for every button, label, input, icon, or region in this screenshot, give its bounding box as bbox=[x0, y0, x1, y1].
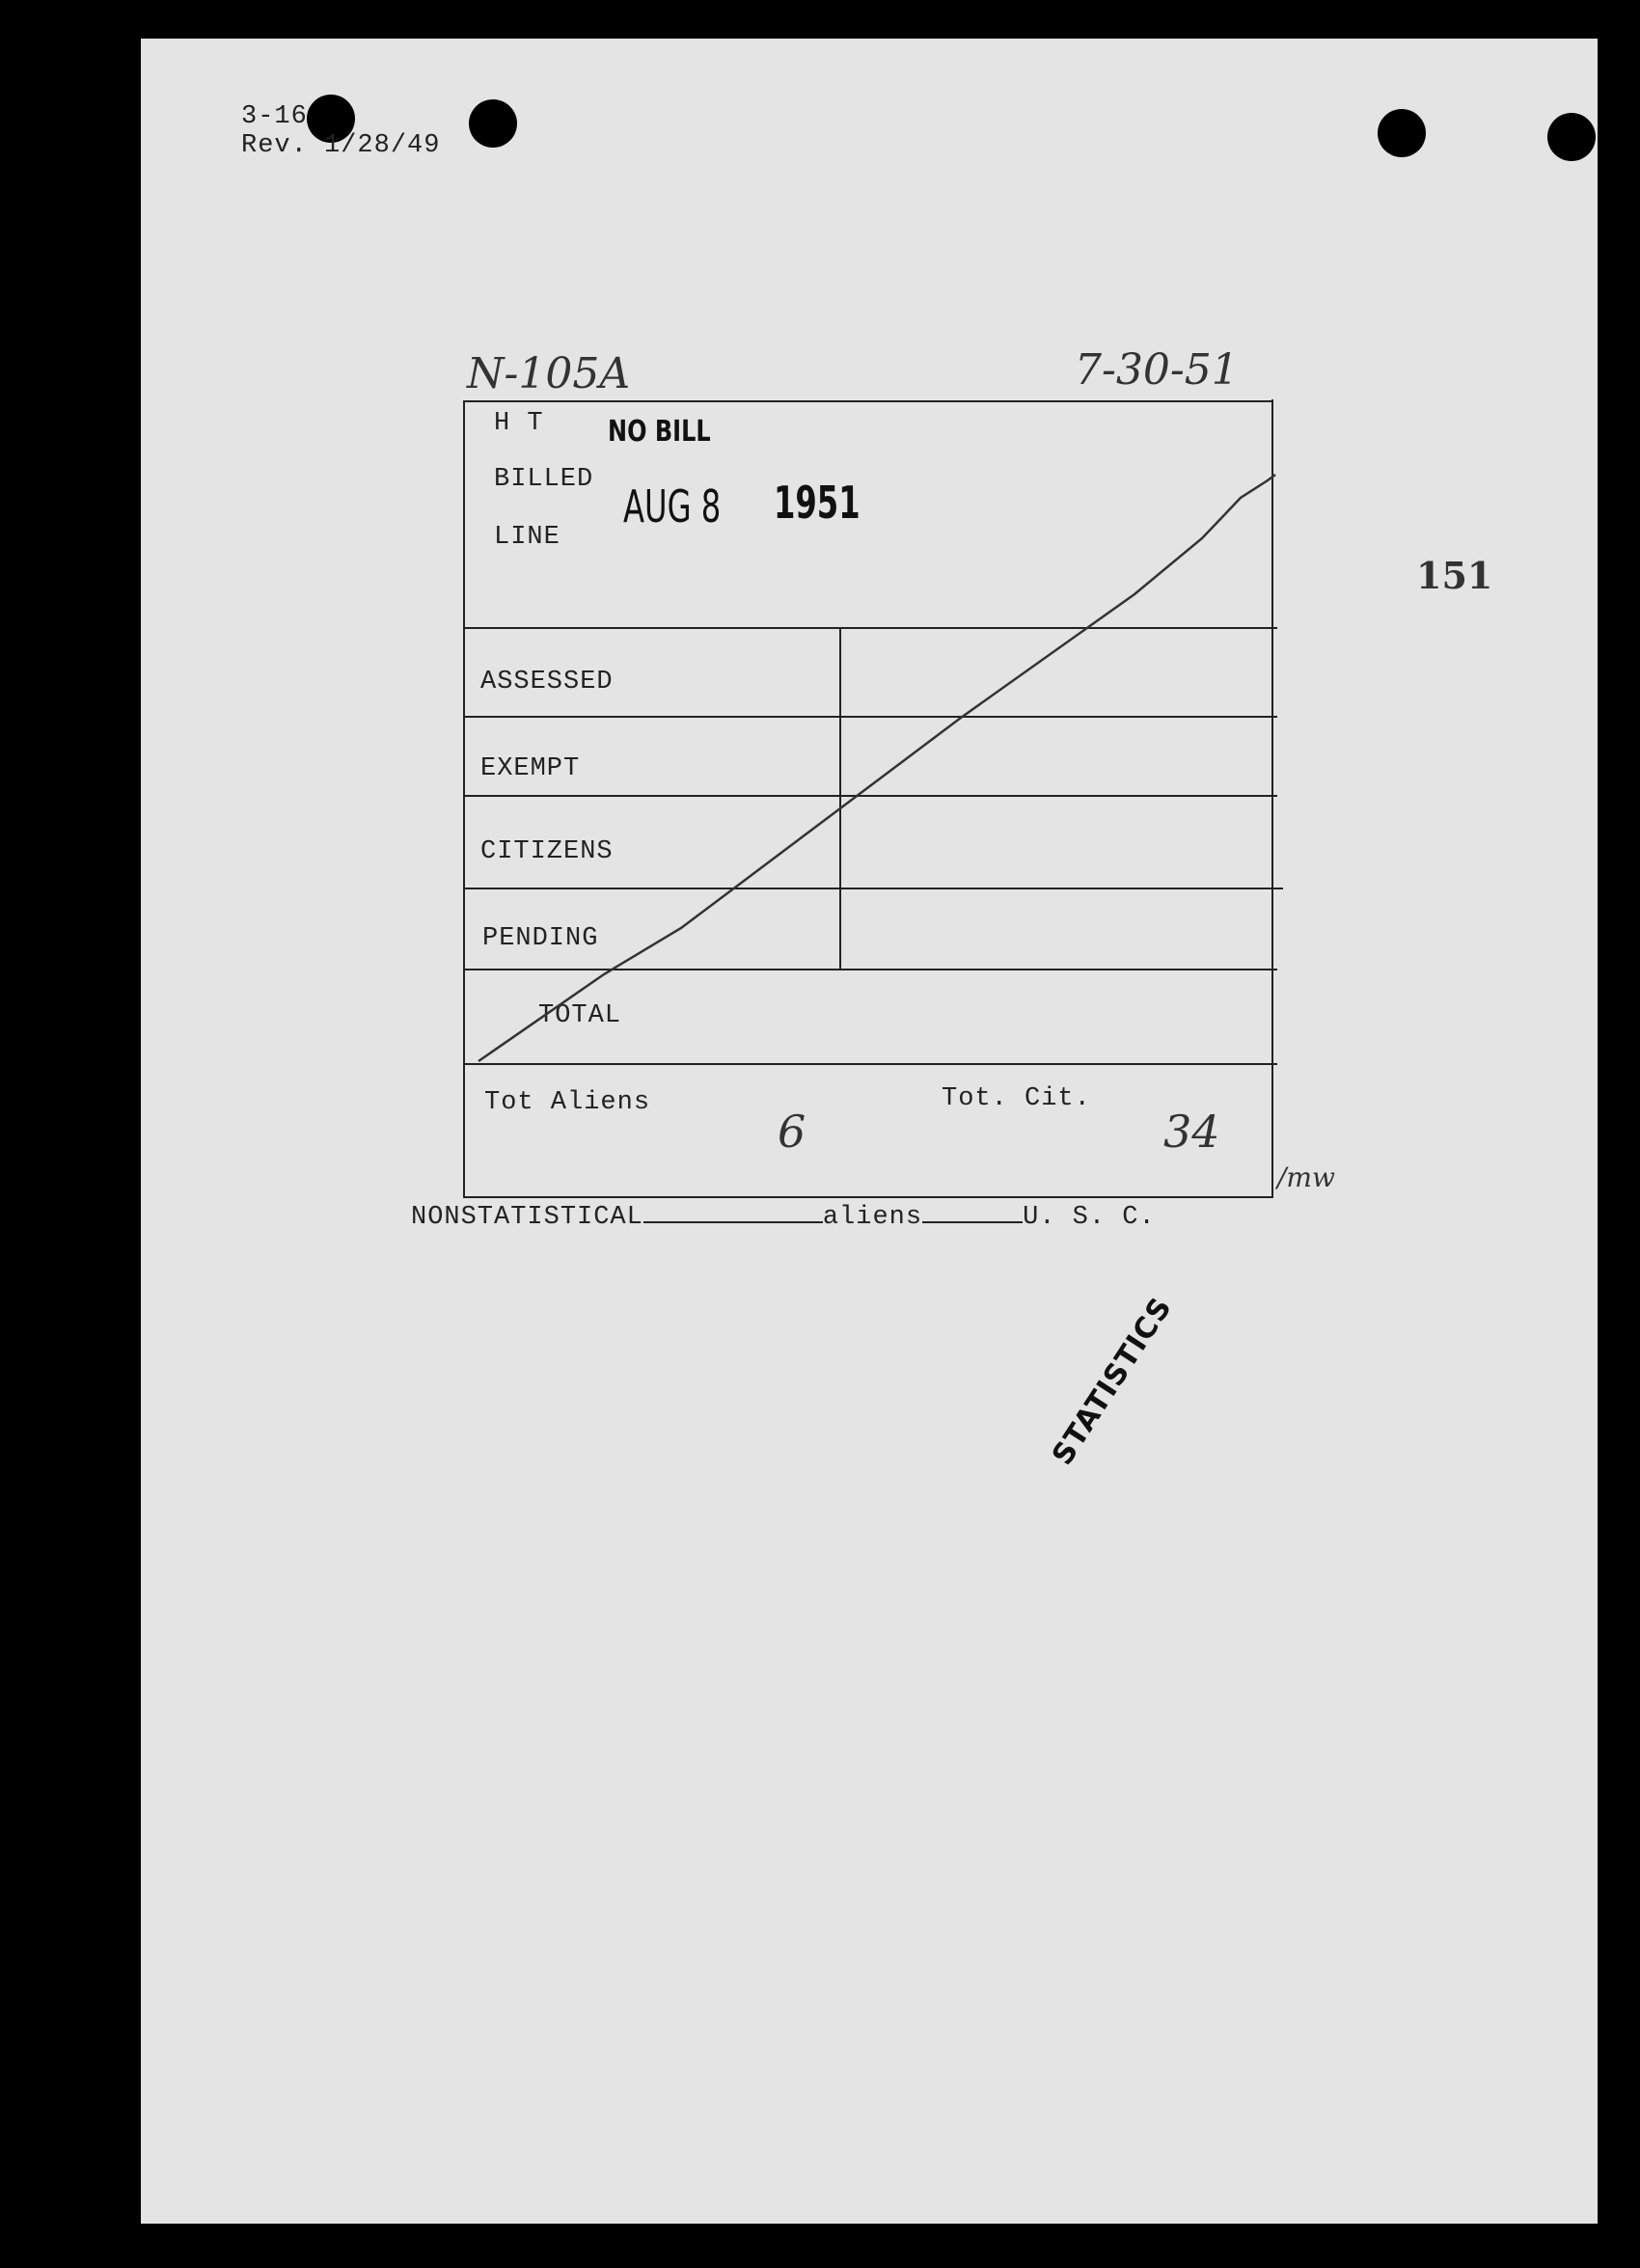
handwritten-date: 7-30-51 bbox=[1075, 345, 1239, 395]
nonstatistical-label: NONSTATISTICAL bbox=[411, 1203, 643, 1232]
tot-cit-label: Tot. Cit. bbox=[942, 1084, 1091, 1113]
row-pending: PENDING bbox=[482, 924, 599, 953]
row-exempt: EXEMPT bbox=[480, 754, 581, 783]
aliens-blank bbox=[922, 1198, 1023, 1223]
document-page bbox=[141, 39, 1598, 2224]
header-line-ht: H T bbox=[494, 409, 544, 438]
initials: /mw bbox=[1277, 1161, 1335, 1193]
row-citizens: CITIZENS bbox=[480, 837, 614, 866]
aliens-label: aliens bbox=[822, 1203, 923, 1232]
form-revision: Rev. 1/28/49 bbox=[241, 131, 441, 160]
stamp-date-month-day: AUG 8 bbox=[623, 480, 722, 533]
nonstatistical-line bbox=[411, 1198, 1156, 1232]
statistics-stamp: STATISTICS bbox=[1046, 1291, 1180, 1472]
diagonal-strike-line bbox=[141, 39, 1598, 2224]
nonstatistical-blank bbox=[643, 1198, 823, 1223]
tot-cit-value: 34 bbox=[1163, 1106, 1220, 1158]
stamp-date-year: 1951 bbox=[774, 477, 861, 529]
page-number: 151 bbox=[1416, 554, 1493, 597]
row-total: TOTAL bbox=[538, 1001, 622, 1030]
no-bill-stamp: NO BILL bbox=[608, 415, 711, 449]
usc-label: U. S. C. bbox=[1023, 1203, 1156, 1232]
tot-aliens-value: 6 bbox=[778, 1106, 806, 1158]
form-number: 3-16 bbox=[241, 102, 308, 131]
header-line-line: LINE bbox=[494, 523, 560, 552]
header-line-billed: BILLED bbox=[494, 465, 594, 494]
tot-aliens-label: Tot Aliens bbox=[484, 1088, 651, 1117]
row-assessed: ASSESSED bbox=[480, 668, 614, 697]
case-number: N-105A bbox=[467, 349, 631, 398]
